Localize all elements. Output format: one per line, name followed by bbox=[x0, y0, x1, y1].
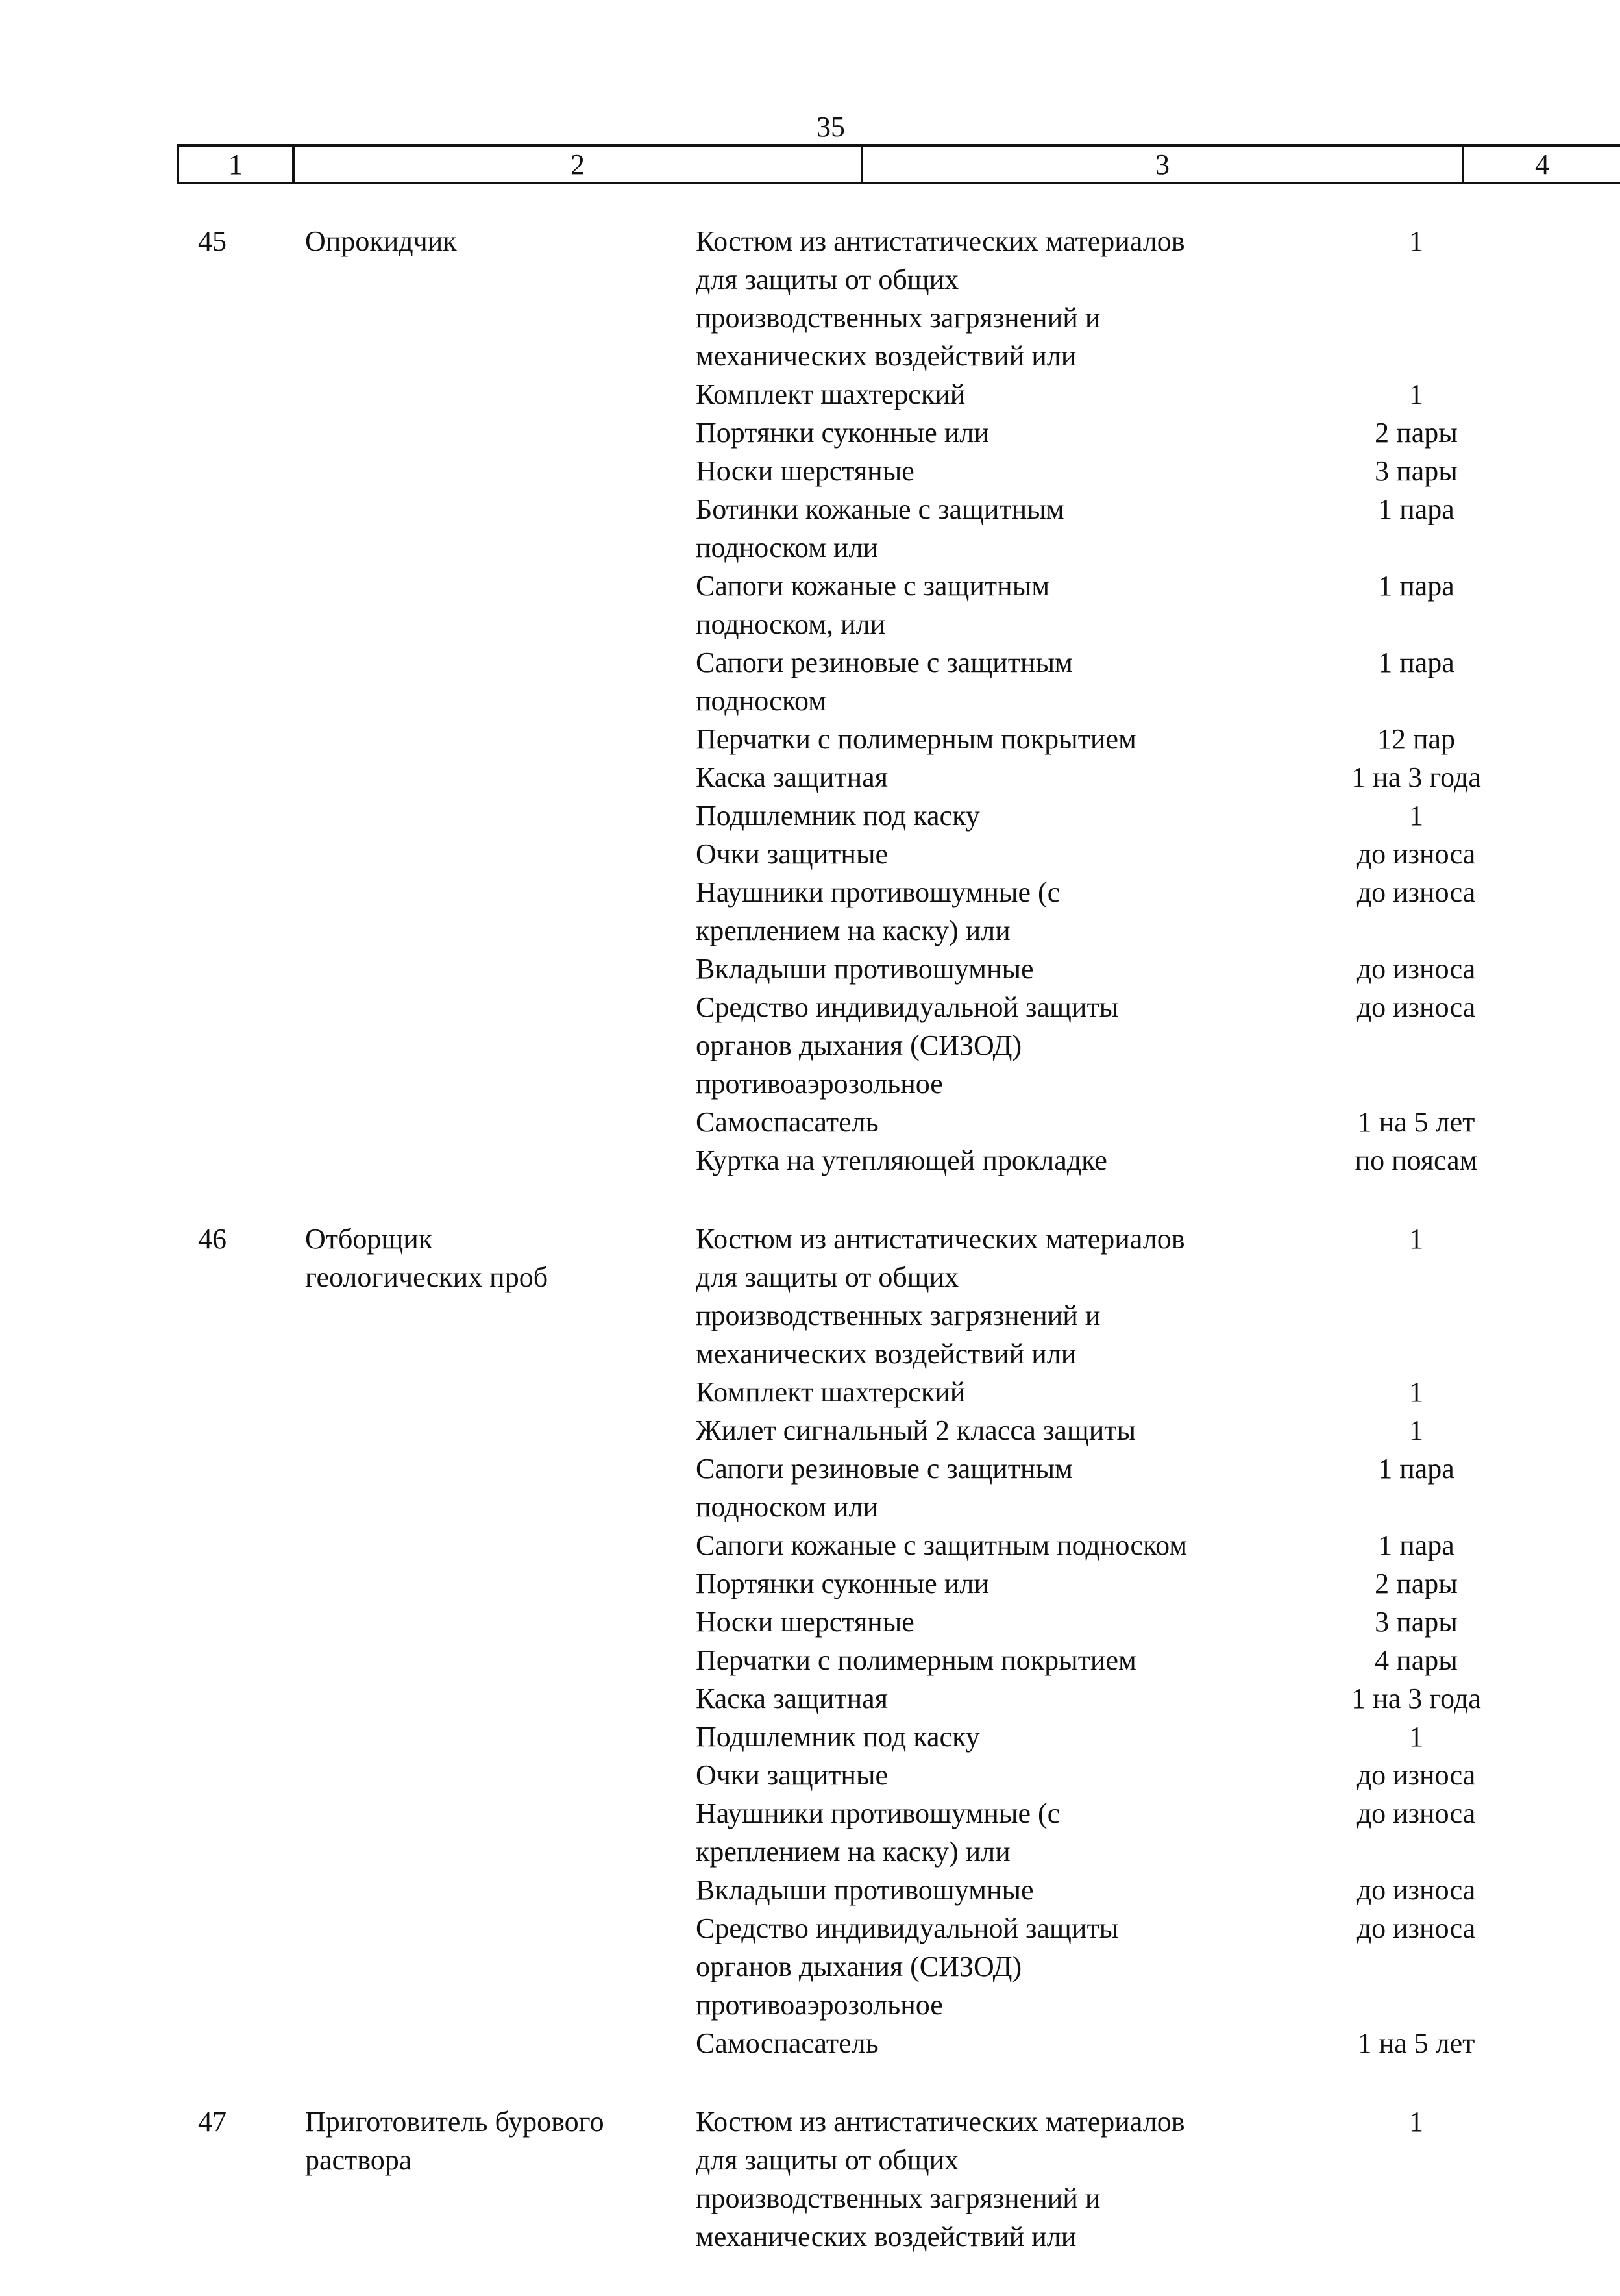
ppe-item-name: Подшлемник под каску bbox=[696, 800, 980, 832]
ppe-item-name: Ботинки кожаные с защитным подноском или bbox=[696, 493, 1064, 563]
ppe-item bbox=[696, 1141, 1591, 1179]
ppe-item-quantity: до износа bbox=[1356, 1759, 1476, 1791]
ppe-item-quantity: 1 на 3 года bbox=[1351, 761, 1481, 793]
ppe-item bbox=[696, 1603, 1591, 1641]
ppe-item-name: Куртка на утепляющей прокладке bbox=[696, 1144, 1107, 1176]
ppe-item bbox=[696, 1909, 1591, 2024]
page-number: 35 bbox=[816, 111, 845, 143]
ppe-item bbox=[696, 222, 1591, 375]
ppe-item-quantity: 1 bbox=[1409, 800, 1423, 832]
ppe-item-quantity: до износа bbox=[1356, 1797, 1476, 1829]
ppe-item-name: Каска защитная bbox=[696, 1683, 888, 1714]
ppe-item bbox=[696, 567, 1591, 643]
ppe-item-name: Средство индивидуальной защиты органов дыхания (СИЗОД) противоаэрозольное bbox=[696, 1912, 1119, 2021]
ppe-item bbox=[696, 1411, 1591, 1450]
ppe-item-quantity: 1 bbox=[1409, 378, 1423, 410]
ppe-list bbox=[696, 1220, 1591, 2062]
ppe-item-name: Перчатки с полимерным покрытием bbox=[696, 723, 1136, 755]
ppe-item bbox=[696, 950, 1591, 988]
ppe-item-quantity: 1 пара bbox=[1378, 647, 1454, 678]
ppe-list bbox=[696, 222, 1591, 1179]
ppe-item bbox=[696, 873, 1591, 950]
ppe-item-name: Носки шерстяные bbox=[696, 1606, 914, 1638]
ppe-item bbox=[696, 1871, 1591, 1909]
ppe-item-quantity: до износа bbox=[1356, 838, 1476, 870]
ppe-item-quantity: 4 пары bbox=[1375, 1644, 1458, 1676]
ppe-item-quantity: до износа bbox=[1356, 991, 1476, 1023]
ppe-item-quantity: 1 на 5 лет bbox=[1357, 2027, 1475, 2059]
profession-number: 45 bbox=[198, 225, 227, 257]
ppe-item-name: Костюм из антистатических материалов для защиты от общих производственных загрязнений и механических воздействий или bbox=[696, 2106, 1185, 2253]
ppe-item-quantity: до износа bbox=[1356, 876, 1476, 908]
table-header bbox=[177, 144, 1620, 184]
ppe-item-quantity: 1 bbox=[1409, 1414, 1423, 1446]
ppe-item bbox=[696, 835, 1591, 873]
ppe-item-name: Сапоги резиновые с защитным подноском bbox=[696, 647, 1073, 717]
ppe-item-quantity: 1 на 5 лет bbox=[1357, 1106, 1475, 1138]
ppe-item-quantity: 1 на 3 года bbox=[1351, 1683, 1481, 1714]
ppe-item-quantity: 1 bbox=[1409, 2106, 1423, 2138]
ppe-item bbox=[696, 1794, 1591, 1871]
ppe-item-quantity: до износа bbox=[1356, 1874, 1476, 1906]
ppe-item bbox=[696, 2103, 1591, 2256]
ppe-item-quantity: 1 bbox=[1409, 225, 1423, 257]
ppe-item-quantity: 1 пара bbox=[1378, 1453, 1454, 1485]
ppe-item-name: Сапоги резиновые с защитным подноском или bbox=[696, 1453, 1073, 1523]
profession-title: Отборщик геологических проб bbox=[305, 1223, 548, 1293]
ppe-item-name: Комплект шахтерский bbox=[696, 1376, 966, 1408]
ppe-item bbox=[696, 490, 1591, 567]
ppe-item bbox=[696, 1756, 1591, 1794]
table-body bbox=[0, 222, 1620, 2296]
ppe-item-quantity: 2 пары bbox=[1375, 417, 1458, 449]
header-col-4: 4 bbox=[1535, 149, 1549, 180]
ppe-item-name: Перчатки с полимерным покрытием bbox=[696, 1644, 1136, 1676]
ppe-item-name: Костюм из антистатических материалов для защиты от общих производственных загрязнений и механических воздействий или bbox=[696, 1223, 1185, 1370]
ppe-item-quantity: 2 пары bbox=[1375, 1568, 1458, 1599]
ppe-item-name: Портянки суконные или bbox=[696, 1568, 989, 1599]
ppe-item bbox=[696, 643, 1591, 720]
header-col-3: 3 bbox=[863, 147, 1464, 182]
ppe-item-name: Комплект шахтерский bbox=[696, 378, 966, 410]
ppe-item-quantity: 1 пара bbox=[1378, 570, 1454, 602]
ppe-item bbox=[696, 1641, 1591, 1679]
ppe-item bbox=[696, 414, 1591, 452]
ppe-item bbox=[696, 1220, 1591, 1373]
ppe-item bbox=[696, 1526, 1591, 1564]
ppe-item-name: Вкладыши противошумные bbox=[696, 953, 1034, 985]
profession-number: 47 bbox=[198, 2106, 227, 2138]
ppe-item-quantity: до износа bbox=[1356, 953, 1476, 985]
ppe-item-name: Очки защитные bbox=[696, 1759, 889, 1791]
ppe-item bbox=[696, 1373, 1591, 1411]
ppe-item bbox=[696, 375, 1591, 414]
ppe-item-quantity: до износа bbox=[1356, 1912, 1476, 1944]
ppe-item-name: Каска защитная bbox=[696, 761, 888, 793]
ppe-item-name: Подшлемник под каску bbox=[696, 1721, 980, 1753]
profession-title: Приготовитель бурового раствора bbox=[305, 2106, 604, 2176]
ppe-item-name: Самоспасатель bbox=[696, 1106, 879, 1138]
ppe-item bbox=[696, 720, 1591, 758]
ppe-item-quantity: 1 пара bbox=[1378, 493, 1454, 525]
ppe-item-quantity: по поясам bbox=[1355, 1144, 1478, 1176]
ppe-item-name: Сапоги кожаные с защитным подноском, или bbox=[696, 570, 1050, 640]
ppe-item bbox=[696, 1679, 1591, 1718]
ppe-item bbox=[696, 988, 1591, 1103]
profession-group bbox=[0, 222, 1620, 1179]
ppe-item bbox=[696, 758, 1591, 796]
ppe-item-quantity: 12 пар bbox=[1377, 723, 1456, 755]
ppe-item-quantity: 3 пары bbox=[1375, 455, 1458, 487]
ppe-item bbox=[696, 1103, 1591, 1141]
ppe-item-name: Наушники противошумные (с креплением на каску) или bbox=[696, 876, 1061, 946]
profession-title: Опрокидчик bbox=[305, 225, 457, 257]
ppe-item-name: Костюм из антистатических материалов для защиты от общих производственных загрязнений и механических воздействий или bbox=[696, 225, 1185, 372]
ppe-item-quantity: 1 bbox=[1409, 1223, 1423, 1255]
ppe-item-name: Носки шерстяные bbox=[696, 455, 914, 487]
ppe-item-name: Портянки суконные или bbox=[696, 417, 989, 449]
header-col-1: 1 bbox=[177, 147, 295, 182]
ppe-item-name: Сапоги кожаные с защитным подноском bbox=[696, 1529, 1188, 1561]
ppe-item-name: Вкладыши противошумные bbox=[696, 1874, 1034, 1906]
profession-group bbox=[0, 2103, 1620, 2256]
ppe-item bbox=[696, 1718, 1591, 1756]
ppe-item-name: Очки защитные bbox=[696, 838, 889, 870]
ppe-item bbox=[696, 1564, 1591, 1603]
ppe-item-quantity: 1 bbox=[1409, 1721, 1423, 1753]
profession-number: 46 bbox=[198, 1223, 227, 1255]
ppe-item bbox=[696, 452, 1591, 490]
ppe-item bbox=[696, 1450, 1591, 1526]
ppe-list bbox=[696, 2103, 1591, 2256]
ppe-item bbox=[696, 2024, 1591, 2062]
ppe-item-quantity: 1 bbox=[1409, 1376, 1423, 1408]
ppe-item-quantity: 3 пары bbox=[1375, 1606, 1458, 1638]
profession-group bbox=[0, 1220, 1620, 2062]
ppe-item-name: Средство индивидуальной защиты органов дыхания (СИЗОД) противоаэрозольное bbox=[696, 991, 1119, 1100]
ppe-item-name: Жилет сигнальный 2 класса защиты bbox=[696, 1414, 1136, 1446]
header-col-2: 2 bbox=[295, 147, 863, 182]
ppe-item-name: Наушники противошумные (с креплением на каску) или bbox=[696, 1797, 1061, 1868]
ppe-item-quantity: 1 пара bbox=[1378, 1529, 1454, 1561]
ppe-item-name: Самоспасатель bbox=[696, 2027, 879, 2059]
ppe-item bbox=[696, 796, 1591, 835]
